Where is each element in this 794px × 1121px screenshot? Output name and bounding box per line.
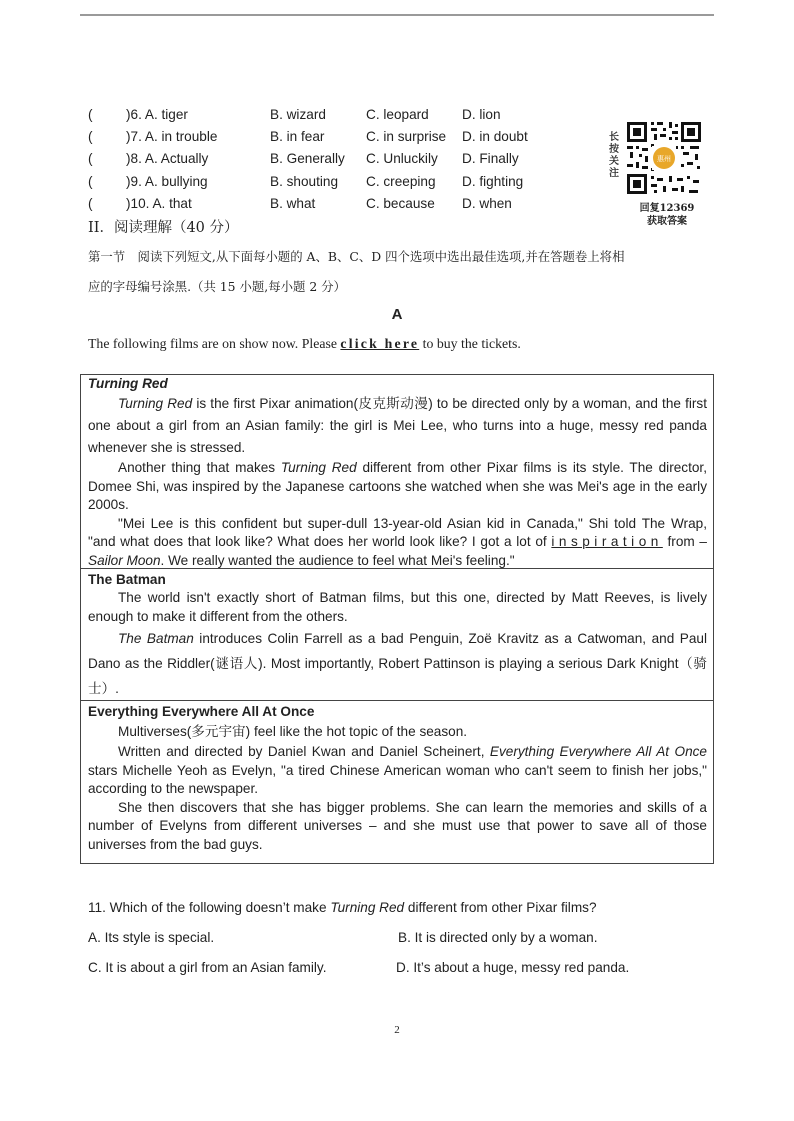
film-paragraph [88, 515, 707, 571]
film-text: Another thing that makes [118, 460, 281, 475]
film-italic-title: Sailor Moon [88, 552, 161, 568]
film-text: introduces Colin Farrell as a bad Penguin, Zoë Kravitz as a Catwoman, and Paul Dano as the Riddler(谜语人). Most importantly, Robert Pattinson is playing a serious Dark Knight（骑士）. [88, 631, 707, 697]
passage-heading: A [391, 306, 403, 323]
qr-code-icon[interactable] [625, 120, 703, 196]
answer-paren: ( [88, 107, 93, 122]
option-c: C. creeping [366, 173, 436, 189]
choice-row-6 [88, 104, 548, 126]
option-b: B. shouting [270, 173, 339, 189]
option-a: )7. A. in trouble [126, 129, 218, 145]
option-c: C. because [366, 195, 435, 211]
section-instruction-line1: 第一节 阅读下列短文,从下面每小题的 A、B、C、D 四个选项中选出最佳选项,并在答题卷上将相 [88, 249, 625, 264]
option-a: )6. A. tiger [126, 107, 188, 122]
question-text: different from other Pixar films? [404, 900, 597, 915]
choice-row-7 [88, 126, 548, 148]
choice-row-8 [88, 148, 548, 170]
question-option-d: D. It’s about a huge, messy red panda. [396, 960, 630, 975]
film-text: "Mei Lee is this confident but super-dull 13-year-old Asian kid in Canada," Shi told The Wrap, "and what does that look like? What does her world look like? I got a lot of [88, 515, 707, 550]
question-option-a: A. Its style is special. [88, 930, 215, 945]
intro-text-after: to buy the tickets. [419, 336, 521, 351]
option-d: D. Finally [462, 151, 519, 167]
film-paragraph [88, 743, 707, 799]
film-text: different from other Pixar films is its style. The director, Domee Shi, was inspired by the Japanese cartoons she watched when she was Mei's age in the early 2000s. [88, 460, 707, 513]
question-italic-title: Turning Red [330, 900, 405, 915]
film-text: from – [662, 534, 707, 550]
film-paragraph [88, 459, 707, 515]
qr-caption-answer: 获取答案 [647, 216, 687, 227]
answer-paren: ( [88, 129, 93, 145]
qr-side-label: 长按关注 [609, 132, 619, 179]
film-text: The world isn't exactly short of Batman films, but this one, directed by Matt Reeves, is lively enough to make it different from the others. [88, 590, 707, 624]
qr-logo-text: 惠州 [657, 155, 671, 163]
option-d: D. lion [462, 107, 501, 122]
film-paragraph [88, 799, 707, 855]
choice-row-9 [88, 171, 548, 193]
choice-list [88, 104, 548, 215]
option-b: B. Generally [270, 151, 345, 167]
film-italic-title: Turning Red [280, 460, 357, 475]
option-d: D. in doubt [462, 129, 528, 145]
film-paragraph [88, 626, 707, 701]
film-turning-red [81, 375, 713, 569]
film-text: She then discovers that she has bigger problems. She can learn the memories and skills of a number of Evelyns from different universes – and she must use that power to save all of those universes from the bad guys. [88, 799, 707, 852]
film-paragraph [88, 721, 707, 743]
answer-paren: ( [88, 173, 93, 189]
option-a: )8. A. Actually [126, 151, 209, 167]
film-text: stars Michelle Yeoh as Evelyn, "a tired Chinese American woman who can't seem to finish her jobs," according to the newspaper. [88, 762, 707, 797]
click-here-link[interactable]: click here [340, 336, 420, 351]
film-italic-title: The Batman [118, 631, 194, 647]
films-table [80, 374, 714, 864]
film-title: Turning Red [88, 376, 168, 391]
option-b: B. wizard [270, 107, 326, 122]
film-text: Multiverses(多元宇宙) feel like the hot topic of the season. [118, 724, 468, 739]
question-11-stem [88, 900, 597, 915]
option-c: C. leopard [366, 107, 429, 122]
film-text: Written and directed by Daniel Kwan and Daniel Scheinert, [118, 744, 490, 759]
option-d: D. when [462, 195, 512, 211]
page-number: 2 [394, 1024, 400, 1036]
inspiration-word: inspiration [551, 534, 663, 550]
film-paragraph [88, 393, 707, 459]
option-a: )10. A. that [126, 195, 192, 211]
film-title: Everything Everywhere All At Once [88, 704, 315, 719]
option-c: C. Unluckily [366, 151, 438, 167]
question-option-c: C. It is about a girl from an Asian family. [88, 960, 327, 975]
film-italic-title: Turning Red [118, 396, 193, 411]
passage-intro [88, 336, 521, 352]
film-text: . We really wanted the audience to feel what Mei's feeling." [160, 552, 515, 568]
qr-caption-reply: 回复12369 [639, 203, 695, 214]
question-option-b: B. It is directed only by a woman. [398, 930, 598, 945]
answer-paren: ( [88, 151, 93, 167]
film-the-batman [81, 571, 713, 701]
section-instruction-line2: 应的字母编号涂黑.（共 15 小题,每小题 2 分） [88, 279, 346, 294]
option-b: B. in fear [270, 129, 325, 145]
option-b: B. what [270, 195, 316, 211]
film-paragraph [88, 589, 707, 626]
option-c: C. in surprise [366, 129, 447, 145]
film-title: The Batman [88, 572, 166, 587]
film-italic-title: Everything Everywhere All At Once [489, 744, 707, 759]
film-everything-everywhere [81, 703, 713, 863]
qr-code-block [609, 120, 713, 228]
section-title: II．阅读理解（40 分） [88, 220, 239, 236]
question-text: 11. Which of the following doesn’t make [88, 900, 331, 915]
film-text: is the first Pixar animation(皮克斯动漫) to be directed only by a woman, and the first one about a girl from an Asian family: the girl is Mei Lee, who turns into a huge, messy red panda whenever she is stressed. [88, 396, 707, 455]
top-rule [80, 14, 714, 16]
option-d: D. fighting [462, 173, 524, 189]
choice-row-10 [88, 193, 548, 215]
answer-paren: ( [88, 195, 93, 211]
intro-text-before: The following films are on show now. Please [88, 336, 341, 351]
option-a: )9. A. bullying [126, 173, 208, 189]
